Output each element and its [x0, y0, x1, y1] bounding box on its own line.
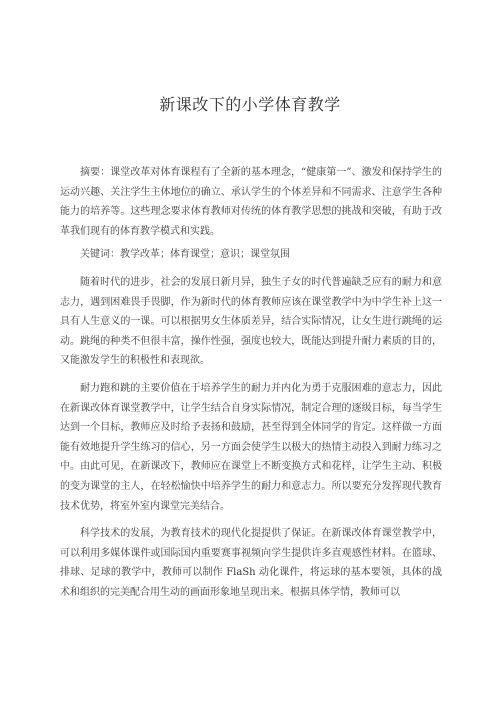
abstract-paragraph: 摘要：课堂改革对体育课程有了全新的基本理念，“健康第一”、激发和保持学生的运动兴趣、关注学生主体地位的确立、承认学生的个体差异和不同需求、注意学生各种能力的培养等。这些理念要求体育教师对传统的体育教学思想的挑战和突破，有助于改革我们现有的体育教学模式和实践。: [60, 167, 442, 237]
body-paragraph-3: 科学技术的发展，为教育技术的现代化提提供了保证。在新课改体育课堂教学中，可以利用多媒体课件或国际国内重要赛事视频向学生提供许多直观感性材料。在篮球、排球、足球的教学中，教师可以制作 FlaSh 动化课件，将运球的基本要领，具体的战术和组织的完美配合用生动的画面形象地呈现出来。根据具体学情，教师可以: [60, 528, 442, 598]
document-title: 新课改下的小学体育教学: [159, 95, 341, 114]
spacer: [60, 265, 442, 273]
spacer: [60, 516, 442, 524]
keywords-paragraph: 关键词：教学改革；体育课堂；意识；课堂氛围: [80, 249, 290, 261]
document-body: [60, 163, 442, 602]
body-paragraph-1: 随着时代的进步，社会的发展日新月异，独生子女的时代普遍缺乏应有的耐力和意志力，遇到困难畏手畏脚，作为新时代的体育教师应该在课堂教学中为中学生补上这一具有人生意义的一课。可以根据男女生体质差异，结合实际情况，让女生进行跳绳的运动。跳绳的种类不但很丰富，操作性强，强度也较大，既能达到提升耐力素质的目的，又能激发学生的积极性和表现欲。: [60, 276, 442, 367]
spacer: [60, 371, 442, 379]
body-paragraph-2: 耐力跑和跳的主要价值在于培养学生的耐力并内化为勇于克服困难的意志力，因此在新课改体育课堂教学中，让学生结合自身实际情况，制定合理的逐级目标，每当学生达到一个目标，教师应及时给予表扬和鼓励，甚至得到全体同学的肯定。这样做一方面能有效地提升学生练习的信心，另一方面会使学生以极大的热情主动投入到耐力练习之中。由此可见，在新课改下，教师应在课堂上不断变换方式和花样，让学生主动、积极的变为课堂的主人，在轻松愉快中培养学生的耐力和意志力。所以要充分发挥现代教育技术优势，将室外室内课堂完美结合。: [60, 382, 442, 512]
